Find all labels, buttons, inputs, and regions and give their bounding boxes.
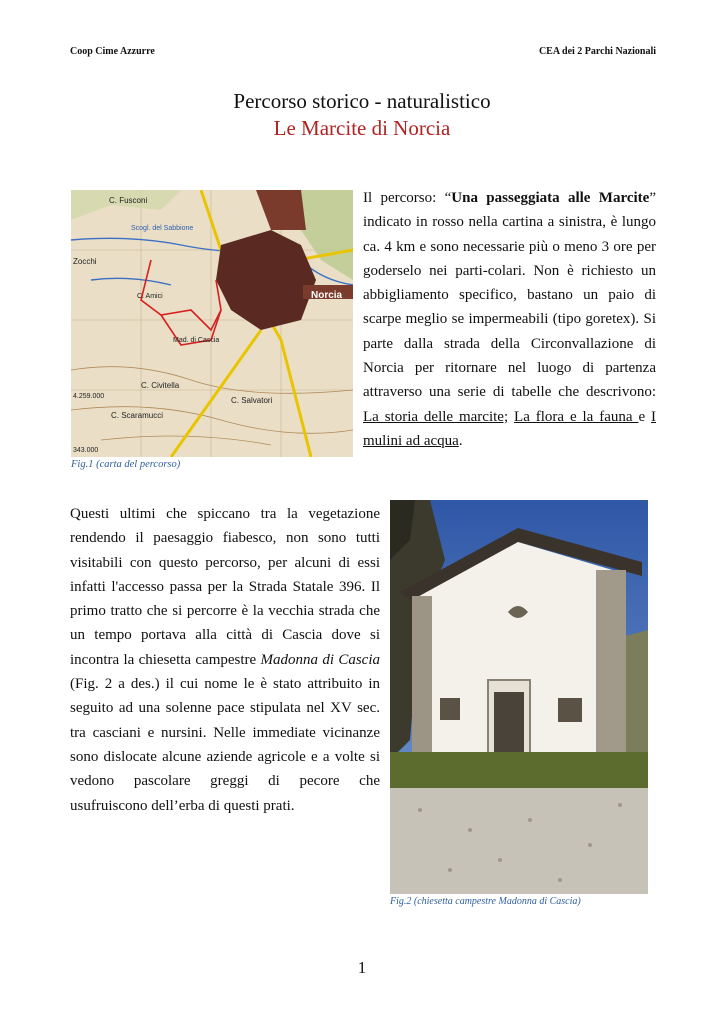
period: . — [458, 432, 463, 449]
link-mulini[interactable]: I mulini ad acqua — [363, 408, 656, 449]
map-label-fusconi: C. Fusconi — [109, 196, 148, 205]
intro-text-1: Il percorso: “ — [363, 190, 452, 206]
map-label-norcia: Norcia — [311, 290, 343, 301]
church-photo — [390, 500, 648, 894]
body-paragraph — [70, 502, 380, 818]
header-left: Coop Cime Azzurre — [70, 46, 155, 57]
map-label-madonna: Mad. di Cascia — [173, 337, 220, 344]
map-label-scoglio: Scogl. del Sabbione — [131, 225, 194, 232]
page-subtitle: Le Marcite di Norcia — [273, 116, 451, 140]
header-right: CEA dei 2 Parchi Nazionali — [538, 46, 656, 57]
walk-name: Una passeggiata alle Marcite — [451, 190, 650, 206]
map-label-quota-2: 343.000 — [73, 447, 99, 454]
intro-paragraph — [363, 186, 656, 453]
church-photo-drawing — [390, 500, 648, 894]
intro-text-2: ” indicato in rosso nella cartina a sinistra, è lungo ca. 4 km e sono necessarie più o meno 3 ore per goderselo nei parti-colari. Non è richiesto un abbigliamento specifico, bastano un paio di scarpe meglio se impermeabili (tipo goretex). Si parte dalla strada della Circonvallazione di Norcia per ritornare nel luogo di partenza attraverso una serie di tabelle che descrivono: — [363, 190, 656, 401]
route-map-drawing — [71, 190, 353, 457]
body-text-2: (Fig. 2 a des.) il cui nome le è stato attribuito in seguito ad una solenne pace stipulata nel XV sec. tra casciani e nursini. Nelle immediate vicinanze sono dislocate alcune aziende agricole e a volte si vedono pascolare greggi di pecore che usufruiscono dell’erba di questi prati. — [70, 676, 380, 814]
page-number: 1 — [357, 958, 367, 977]
map-label-zocchi: Zocchi — [73, 257, 97, 266]
map-label-salvatori: C. Salvatori — [231, 396, 273, 405]
map-label-quota-1: 4.259.000 — [73, 393, 105, 400]
map-label-civitella: C. Civitella — [141, 381, 180, 390]
fig1-caption: Fig.1 (carta del percorso) — [71, 459, 181, 470]
body-text-1: Questi ultimi che spiccano tra la vegetazione rendendo il paesaggio fiabesco, non sono tutti visitabili con questo percorso, per alcuni di essi infatti l'accesso passa per la Strada Statale 396. Il primo tratto che si percorre è la vecchia strada che un tempo portava alla città di Cascia dove si incontra la chiesetta campestre — [70, 506, 380, 668]
page-title: Percorso storico - naturalistico — [233, 89, 491, 113]
route-map-image — [71, 190, 353, 457]
link-storia-marcite[interactable]: La storia delle marcite; — [363, 408, 509, 425]
church-name: Madonna di Cascia — [260, 651, 380, 668]
separator: e — [638, 408, 651, 425]
map-label-amici: C. Amici — [137, 293, 163, 300]
map-label-scaramucci: C. Scaramucci — [111, 411, 164, 420]
link-flora-fauna[interactable]: La flora e la fauna — [514, 408, 639, 425]
fig2-caption: Fig.2 (chiesetta campestre Madonna di Cascia) — [390, 896, 581, 907]
